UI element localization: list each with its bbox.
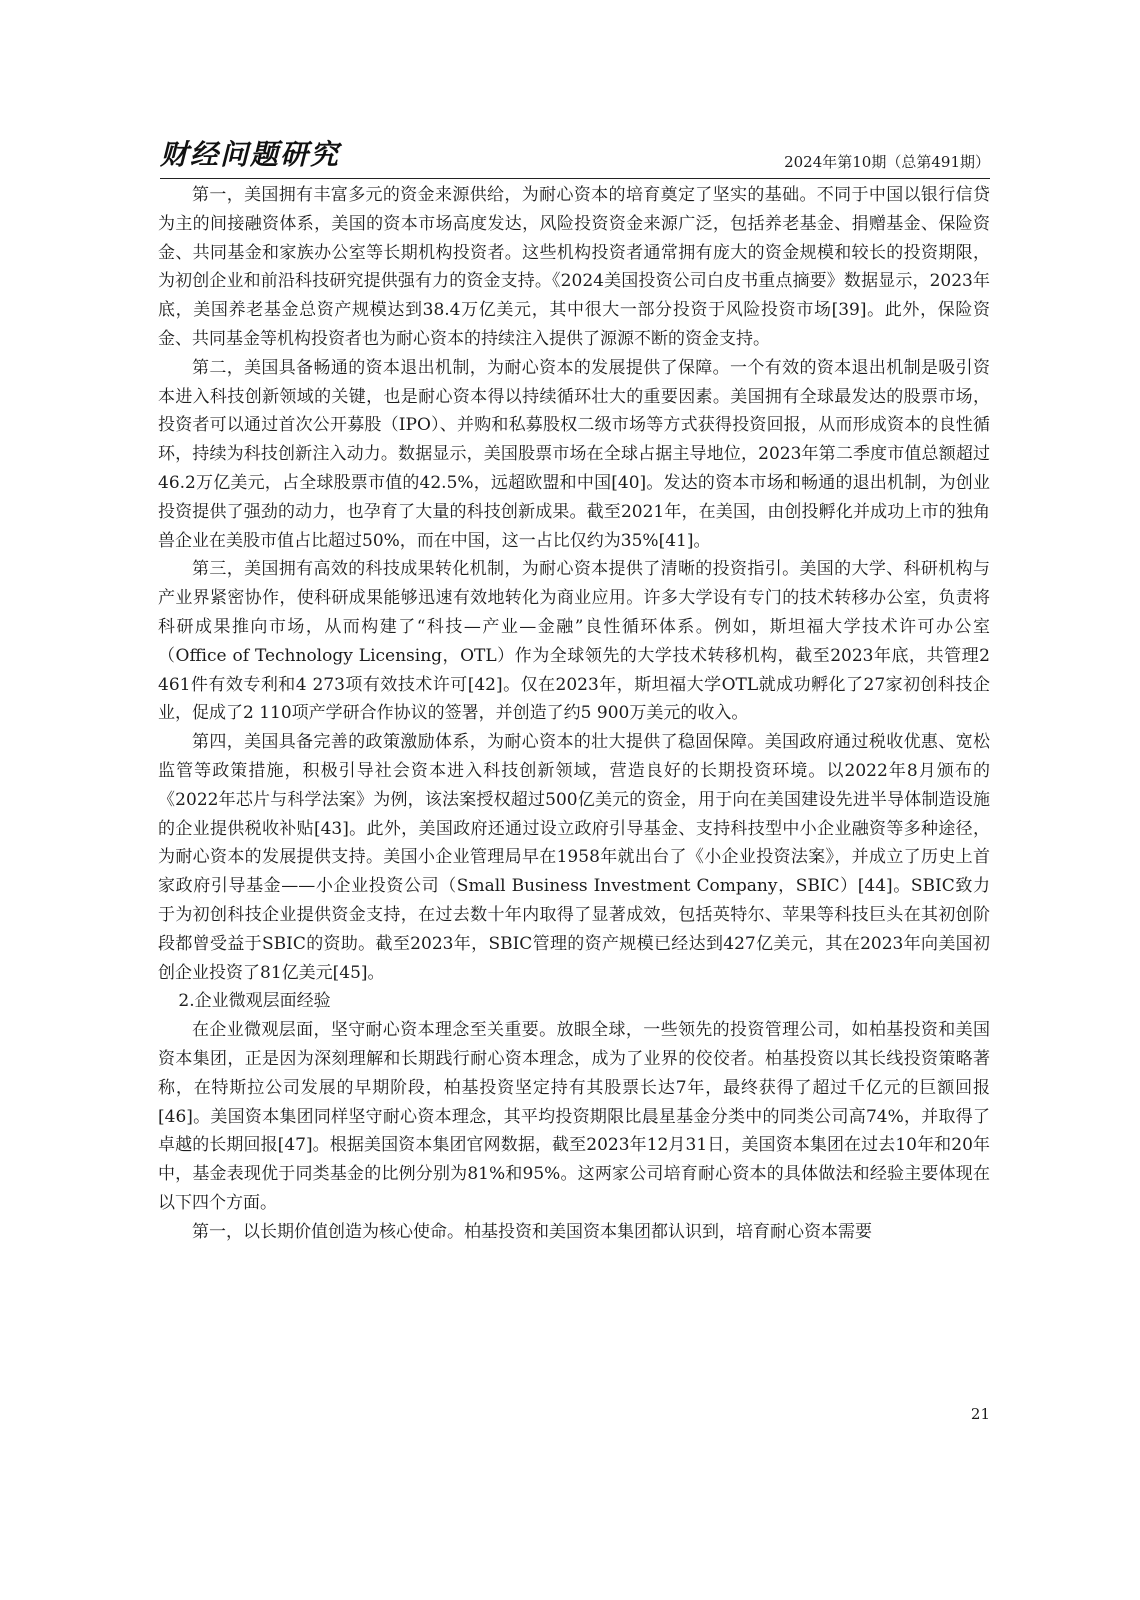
page-header [160,138,990,179]
article-body [158,181,990,1246]
paragraph: 第四，美国具备完善的政策激励体系，为耐心资本的壮大提供了稳固保障。美国政府通过税收优惠、宽松监管等政策措施，积极引导社会资本进入科技创新领域，营造良好的长期投资环境。以2022年8月颁布的《2022年芯片与科学法案》为例，该法案授权超过500亿美元的资金，用于向在美国建设先进半导体制造设施的企业提供税收补贴[43]。此外，美国政府还通过设立政府引导基金、支持科技型中小企业融资等多种途径，为耐心资本的发展提供支持。美国小企业管理局早在1958年就出台了《小企业投资法案》，并成立了历史上首家政府引导基金——小企业投资公司（Small Business Investment Company，SBIC）[44]。SBIC致力于为初创科技企业提供资金支持，在过去数十年内取得了显著成效，包括英特尔、苹果等科技巨头在其初创阶段都曾受益于SBIC的资助。截至2023年，SBIC管理的资产规模已经达到427亿美元，其在2023年向美国初创企业投资了81亿美元[45]。 [158,732,990,983]
issue-info: 2024年第10期（总第491期） [784,153,990,171]
paragraph: 在企业微观层面，坚守耐心资本理念至关重要。放眼全球，一些领先的投资管理公司，如柏基投资和美国资本集团，正是因为深刻理解和长期践行耐心资本理念，成为了业界的佼佼者。柏基投资以其长线投资策略著称，在特斯拉公司发展的早期阶段，柏基投资坚定持有其股票长达7年，最终获得了超过千亿元的巨额回报[46]。美国资本集团同样坚守耐心资本理念，其平均投资期限比晨星基金分类中的同类公司高74%，并取得了卓越的长期回报[47]。根据美国资本集团官网数据，截至2023年12月31日，美国资本集团在过去10年和20年中，基金表现优于同类基金的比例分别为81%和95%。这两家公司培育耐心资本的具体做法和经验主要体现在以下四个方面。 [158,1020,990,1213]
section-subheading: 2.企业微观层面经验 [178,991,331,1012]
journal-logo: 财经问题研究 [160,138,341,171]
paragraph: 第二，美国具备畅通的资本退出机制，为耐心资本的发展提供了保障。一个有效的资本退出机制是吸引资本进入科技创新领域的关键，也是耐心资本得以持续循环壮大的重要因素。美国拥有全球最发达的股票市场，投资者可以通过首次公开募股（IPO）、并购和私募股权二级市场等方式获得投资回报，从而形成资本的良性循环，持续为科技创新注入动力。数据显示，美国股票市场在全球占据主导地位，2023年第二季度市值总额超过46.2万亿美元，占全球股票市值的42.5%，远超欧盟和中国[40]。发达的资本市场和畅通的退出机制，为创业投资提供了强劲的动力，也孕育了大量的科技创新成果。截至2021年，在美国，由创投孵化并成功上市的独角兽企业在美股市值占比超过50%，而在中国，这一占比仅约为35%[41]。 [158,357,990,551]
paragraph: 第三，美国拥有高效的科技成果转化机制，为耐心资本提供了清晰的投资指引。美国的大学、科研机构与产业界紧密协作，使科研成果能够迅速有效地转化为商业应用。许多大学设有专门的技术转移办公室，负责将科研成果推向市场，从而构建了“科技—产业—金融”良性循环体系。例如，斯坦福大学技术许可办公室（Office of Technology Licensing，OTL）作为全球领先的大学技术转移机构，截至2023年底，共管理2 461件有效专利和4 273项有效技术许可[42]。仅在2023年，斯坦福大学OTL就成功孵化了27家初创科技企业，促成了2 110项产学研合作协议的签署，并创造了约5 900万美元的收入。 [158,559,990,724]
paragraph: 第一，美国拥有丰富多元的资金来源供给，为耐心资本的培育奠定了坚实的基础。不同于中国以银行信贷为主的间接融资体系，美国的资本市场高度发达，风险投资资金来源广泛，包括养老基金、捐赠基金、保险资金、共同基金和家族办公室等长期机构投资者。这些机构投资者通常拥有庞大的资金规模和较长的投资期限，为初创企业和前沿科技研究提供强有力的资金支持。《2024美国投资公司白皮书重点摘要》数据显示，2023年底，美国养老基金总资产规模达到38.4万亿美元，其中很大一部分投资于风险投资市场[39]。此外，保险资金、共同基金等机构投资者也为耐心资本的持续注入提供了源源不断的资金支持。 [158,185,990,349]
paragraph: 第一，以长期价值创造为核心使命。柏基投资和美国资本集团都认识到，培育耐心资本需要 [192,1221,872,1242]
page-number: 21 [970,1405,990,1423]
